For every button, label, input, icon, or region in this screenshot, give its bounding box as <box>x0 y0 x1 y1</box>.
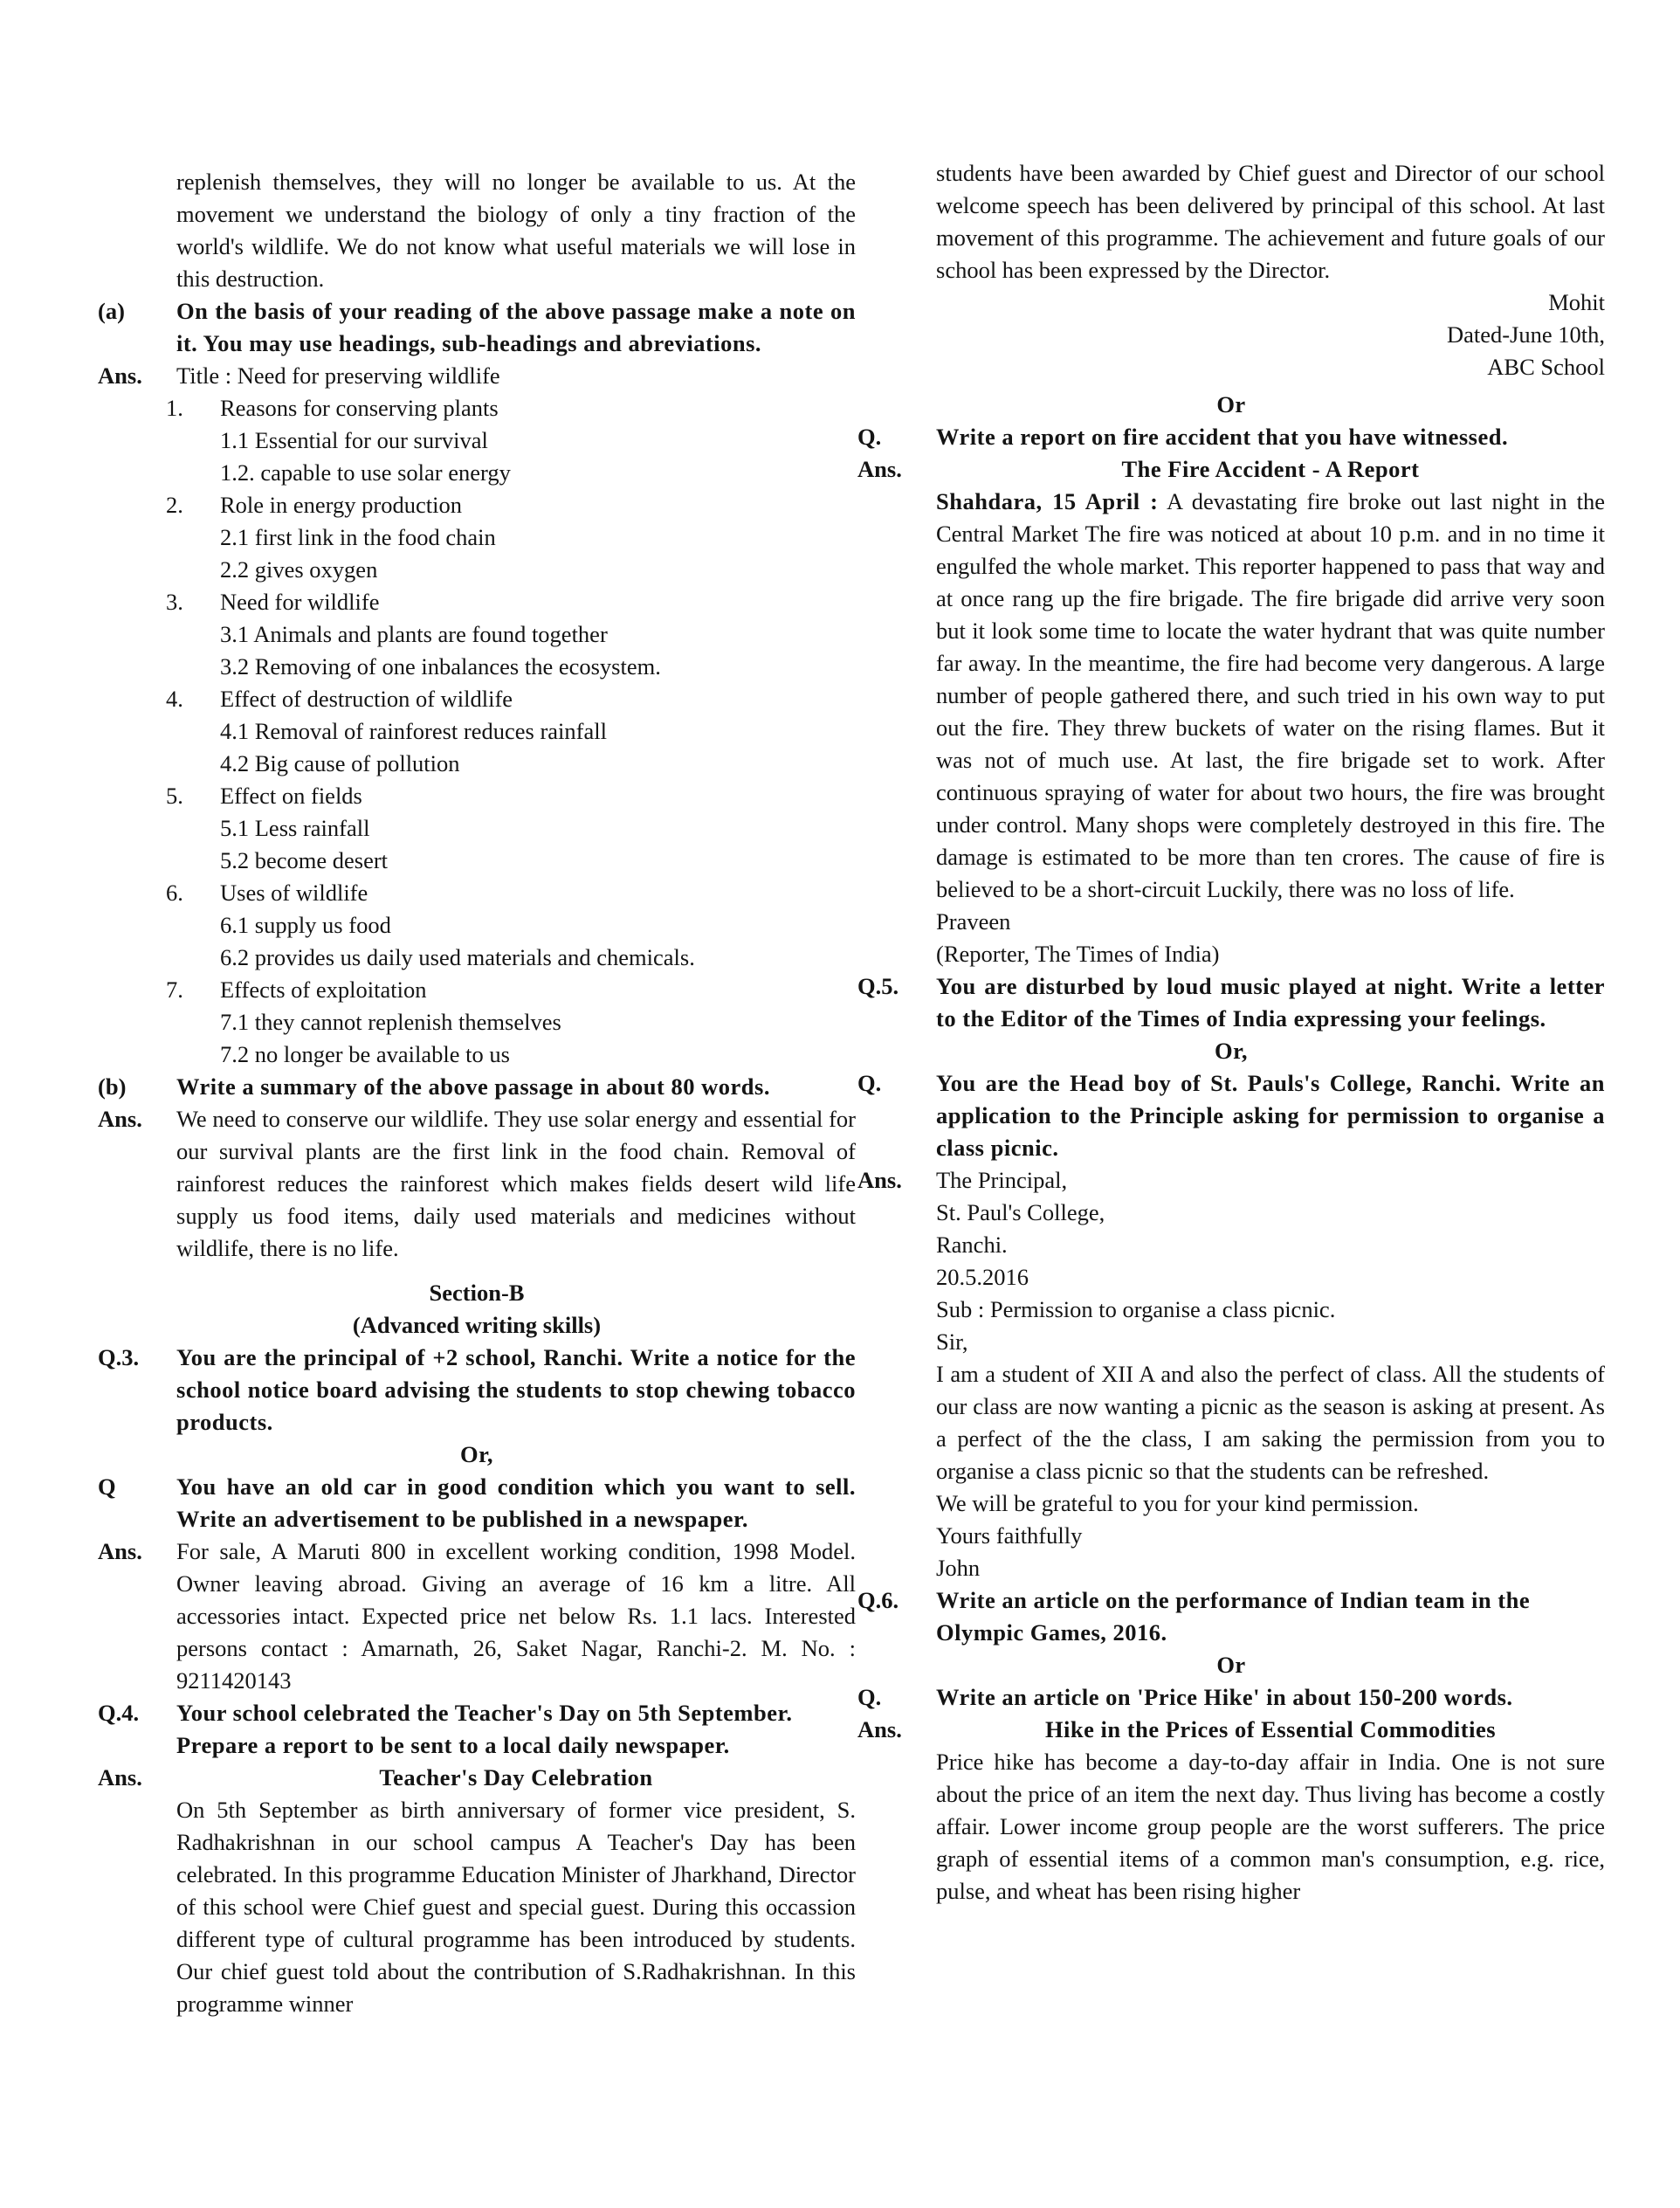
advertisement-text: For sale, A Maruti 800 in excellent working condition, 1998 Model. Owner leaving abroad. Giving an average of 16 km a litre. All accessories intact. Expected price net below Rs. 1.1 lacs. Interested persons contact : Amarnath, 26, Saket Nagar, Ranchi-2. M. No. : 9211420143 <box>176 1538 856 1694</box>
outline-item <box>166 586 856 618</box>
outline-subpoint: 6.2 provides us daily used materials and chemicals. <box>220 944 695 970</box>
outline-subpoint: 1.1 Essential for our survival <box>220 427 488 453</box>
or-separator: Or <box>1216 1652 1246 1678</box>
question-label: (b) <box>98 1073 127 1100</box>
outline-item <box>166 974 856 1006</box>
outline-item <box>166 683 856 715</box>
question-alt <box>98 1471 856 1535</box>
signature-date: Dated-June 10th, <box>1446 321 1605 348</box>
letter-line: Sir, <box>936 1328 968 1355</box>
question-5 <box>857 970 1605 1035</box>
question-label: Q. <box>857 424 882 450</box>
answer-b <box>98 1103 856 1265</box>
outline-heading: Effects of exploitation <box>220 976 427 1003</box>
outline-heading: Effect of destruction of wildlife <box>220 686 513 712</box>
or-separator: Or <box>1216 391 1246 417</box>
question-6-alt <box>857 1681 1605 1714</box>
outline-number: 6. <box>166 880 183 906</box>
outline-heading: Uses of wildlife <box>220 880 368 906</box>
question-label: Q.5. <box>857 973 899 999</box>
outline-subpoint: 7.2 no longer be available to us <box>220 1041 510 1067</box>
question-label: Q.3. <box>98 1344 140 1370</box>
passage-continuation: replenish themselves, they will no longer be available to us. At the movement we understand the biology of only a tiny fraction of the world's wildlife. We do not know what useful materials we will lose in this destruction. <box>176 169 856 292</box>
section-subtitle: (Advanced writing skills) <box>352 1312 602 1338</box>
reporter-name: Praveen <box>936 908 1011 935</box>
answer-label: Ans. <box>857 1167 902 1193</box>
note-title: Title : Need for preserving wildlife <box>176 362 500 389</box>
question-5-alt <box>857 1067 1605 1164</box>
summary-text: We need to conserve our wildlife. They use solar energy and essential for our survival plants are the first link in the food chain. Removal of rainforest reduces the rainforest which makes fields desert wild life supply us food items, daily used materials and medicines without wildlife, there is no life. <box>176 1106 856 1261</box>
answer-4 <box>98 1762 856 1794</box>
question-text: Write a summary of the above passage in about 80 words. <box>176 1073 770 1100</box>
question-a <box>98 295 856 360</box>
signature-name: Mohit <box>1548 289 1605 315</box>
question-label: Q. <box>857 1070 882 1096</box>
outline-heading: Need for wildlife <box>220 589 380 615</box>
letter-closing-line: John <box>936 1555 981 1581</box>
letter-line: 20.5.2016 <box>936 1264 1029 1290</box>
letter-line: St. Paul's College, <box>936 1199 1105 1225</box>
question-text: On the basis of your reading of the above passage make a note on it. You may use headings, sub-headings and abreviations. <box>176 298 856 356</box>
question-text: You are the principal of +2 school, Ranchi. Write a notice for the school notice board advising the students to stop chewing tobacco products. <box>176 1344 856 1435</box>
report-dateline: Shahdara, 15 April : <box>936 488 1159 514</box>
letter-header <box>936 1164 1605 1358</box>
outline-subpoint: 3.2 Removing of one inbalances the ecosystem. <box>220 653 661 680</box>
question-text: Your school celebrated the Teacher's Day on 5th September. Prepare a report to be sent to a local daily newspaper. <box>176 1700 793 1758</box>
question-label: Q <box>98 1473 116 1500</box>
article-title: Hike in the Prices of Essential Commodities <box>1044 1716 1497 1742</box>
outline-heading: Role in energy production <box>220 492 462 518</box>
note-outline <box>166 392 856 1071</box>
answer-a <box>98 360 856 392</box>
answer-fire <box>857 453 1605 486</box>
right-column <box>857 157 1605 1908</box>
outline-subpoint: 6.1 supply us food <box>220 912 391 938</box>
outline-item <box>166 877 856 909</box>
question-label: (a) <box>98 298 125 324</box>
or-separator: Or, <box>1214 1038 1249 1064</box>
answer-advertisement <box>98 1535 856 1697</box>
letter-closing-line: We will be grateful to you for your kind permission. <box>936 1490 1419 1516</box>
article-body: Price hike has become a day-to-day affair in India. One is not sure about the price of an item the next day. Thus living has become a costly affair. Lower income group people are the worst sufferers. The price graph of essential items of a common man's consumption, e.g. rice, pulse, and wheat has been rising higher <box>936 1749 1605 1904</box>
outline-subpoint: 2.1 first link in the food chain <box>220 524 496 550</box>
question-3 <box>98 1342 856 1439</box>
report-continuation: students have been awarded by Chief guest and Director of our school welcome speech has been delivered by principal of this school. At last movement of this programme. The achievement and future goals of our school has been expressed by the Director. <box>936 160 1605 283</box>
letter-line: Ranchi. <box>936 1232 1008 1258</box>
answer-6 <box>857 1714 1605 1746</box>
outline-number: 1. <box>166 395 183 421</box>
outline-subpoint: 7.1 they cannot replenish themselves <box>220 1009 561 1035</box>
answer-label: Ans. <box>98 1106 142 1132</box>
answer-label: Ans. <box>857 456 902 482</box>
question-4 <box>98 1697 856 1762</box>
outline-subpoint: 1.2. capable to use solar energy <box>220 459 511 486</box>
letter-body: I am a student of XII A and also the perfect of class. All the students of our class are now wanting a picnic as the season is asking at present. As a perfect of the the class, I am saking the permission from you to organise a class picnic so that the students can be refreshed. <box>936 1361 1605 1484</box>
outline-subpoint: 3.1 Animals and plants are found together <box>220 621 608 647</box>
outline-heading: Effect on fields <box>220 783 362 809</box>
question-text: You have an old car in good condition which you want to sell. Write an advertisement to be published in a newspaper. <box>176 1473 856 1532</box>
letter-line: Sub : Permission to organise a class picnic. <box>936 1296 1336 1322</box>
section-title: Section-B <box>429 1280 525 1306</box>
reporter-role: (Reporter, The Times of India) <box>936 941 1220 967</box>
outline-subpoint: 4.1 Removal of rainforest reduces rainfall <box>220 718 607 744</box>
letter-closing-line: Yours faithfully <box>936 1522 1083 1549</box>
question-fire <box>857 421 1605 453</box>
answer-label: Ans. <box>98 1764 142 1791</box>
question-label: Q.4. <box>98 1700 140 1726</box>
signature-school: ABC School <box>1487 354 1605 380</box>
outline-subpoint: 4.2 Big cause of pollution <box>220 750 460 776</box>
left-column <box>98 166 856 2020</box>
question-text: Write a report on fire accident that you have witnessed. <box>936 424 1509 450</box>
outline-item <box>166 780 856 812</box>
answer-5 <box>857 1164 1605 1358</box>
report-title: Teacher's Day Celebration <box>379 1764 653 1791</box>
outline-item <box>166 392 856 424</box>
fire-report-body <box>936 486 1605 906</box>
outline-number: 3. <box>166 589 183 615</box>
question-text: You are the Head boy of St. Pauls's College, Ranchi. Write an application to the Principle asking for permission to organise a class picnic. <box>936 1070 1605 1161</box>
outline-subpoint: 2.2 gives oxygen <box>220 556 378 583</box>
outline-number: 5. <box>166 783 183 809</box>
or-separator: Or, <box>459 1441 494 1467</box>
outline-subpoint: 5.1 Less rainfall <box>220 815 370 841</box>
question-6 <box>857 1584 1605 1649</box>
outline-number: 2. <box>166 492 183 518</box>
question-label: Q. <box>857 1684 882 1710</box>
outline-number: 4. <box>166 686 183 712</box>
report-text: A devastating fire broke out last night in the Central Market The fire was noticed at about 10 p.m. and in no time it engulfed the whole market. This reporter happened to pass that way and at once rang up the fire brigade. The fire brigade did arrive very soon but it look some time to locate the water hydrant that was quite number far away. In the meantime, the fire had become very dangerous. A large number of people gathered there, and such tried in his own way to put out the fire. They threw buckets of water on the rising flames. But it was not of much use. At last, the fire brigade set to work. After continuous spraying of water for about two hours, the fire was brought under control. Many shops were completely destroyed in this fire. The damage is estimated to be more than ten crores. The cause of fire is believed to be a short-circuit Luckily, there was no loss of life. <box>936 488 1605 902</box>
outline-subpoint: 5.2 become desert <box>220 847 389 873</box>
letter-line: The Principal, <box>936 1167 1068 1193</box>
outline-number: 7. <box>166 976 183 1003</box>
report-body: On 5th September as birth anniversary of former vice president, S. Radhakrishnan in our school campus A Teacher's Day has been celebrated. In this programme Education Minister of Jharkhand, Director of this school were Chief guest and special guest. During this occassion different type of cultural programme has been introduced by students. Our chief guest told about the contribution of S.Radhakrishnan. In this programme winner <box>176 1797 856 2017</box>
question-b <box>98 1071 856 1103</box>
answer-label: Ans. <box>857 1716 902 1742</box>
question-text: You are disturbed by loud music played at night. Write a letter to the Editor of the Times of India expressing your feelings. <box>936 973 1605 1032</box>
answer-label: Ans. <box>98 1538 142 1564</box>
report-title: The Fire Accident - A Report <box>1121 456 1420 482</box>
question-text: Write an article on 'Price Hike' in about 150-200 words. <box>936 1684 1513 1710</box>
question-label: Q.6. <box>857 1587 899 1613</box>
outline-heading: Reasons for conserving plants <box>220 395 499 421</box>
answer-label: Ans. <box>98 362 142 389</box>
letter-closing <box>936 1487 1605 1584</box>
outline-item <box>166 489 856 521</box>
question-text: Write an article on the performance of Indian team in the Olympic Games, 2016. <box>936 1587 1531 1646</box>
